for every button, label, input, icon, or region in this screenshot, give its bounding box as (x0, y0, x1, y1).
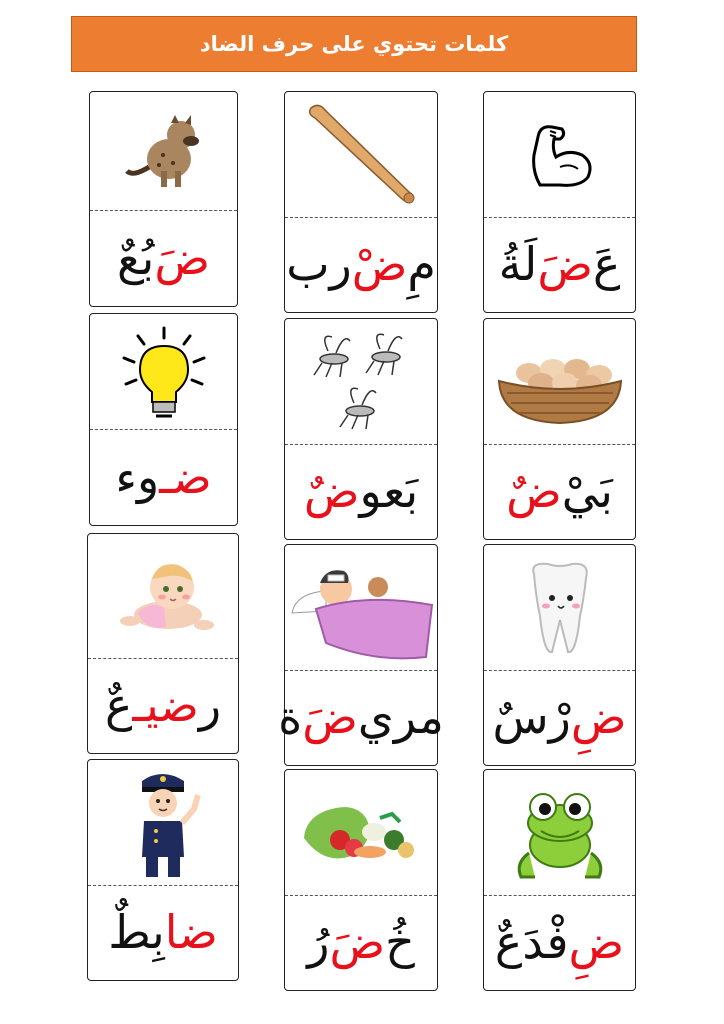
word-before: مِ (407, 237, 436, 291)
word-card-eggs (483, 318, 636, 540)
page-title: كلمات تحتوي على حرف الضاد (71, 16, 637, 72)
word-before: ر (198, 678, 222, 732)
word-before: خُ (385, 915, 415, 969)
baseball-bat-icon (285, 92, 437, 217)
word-card-vegetables (284, 769, 438, 991)
word-highlight: ضَ (329, 915, 386, 969)
word-card-hyena (89, 91, 238, 307)
word-after: بِطٌ (108, 905, 165, 959)
word-highlight: ضـ (159, 449, 212, 504)
word-card-mosquitoes (284, 318, 438, 540)
egg-basket-icon (484, 319, 635, 444)
frog-icon (484, 770, 635, 895)
word-after: فْدَعٌ (494, 915, 569, 969)
word-highlight: ضَ (302, 690, 358, 744)
word-highlight: ضا (164, 905, 218, 959)
word-highlight: ضٌ (303, 464, 360, 518)
light-bulb-icon (90, 314, 237, 429)
word-highlight: ضَ (154, 231, 210, 285)
word-before: بَيْ (561, 464, 613, 518)
word-after: بُعٌ (117, 231, 155, 285)
word-highlight: ضِ (570, 690, 627, 744)
word-before: بَعو (359, 464, 419, 518)
tooth-icon (484, 545, 635, 670)
word-after: رُ (307, 915, 330, 969)
word-highlight: ضَ (537, 237, 593, 291)
word-highlight: ضيـ (132, 678, 199, 732)
word-after: وء (115, 449, 160, 504)
word-after: رْسٌ (492, 690, 571, 744)
word-highlight: ضٌ (506, 464, 562, 518)
word-before: مري (357, 690, 444, 744)
word-after: عٌ (104, 678, 133, 732)
mosquitoes-icon (285, 319, 437, 444)
word-card-bulb (89, 313, 238, 526)
police-officer-icon (88, 760, 238, 885)
muscle-icon (484, 92, 635, 217)
word-card-bat (284, 91, 438, 313)
word-highlight: ضْ (351, 237, 408, 291)
word-card-muscle (483, 91, 636, 313)
word-card-officer (87, 759, 239, 981)
vegetables-icon (285, 770, 437, 895)
word-card-frog (483, 769, 636, 991)
word-after: رب (286, 237, 352, 291)
word-card-tooth (483, 544, 636, 766)
word-after: ة (278, 690, 303, 744)
word-before: عَ (592, 237, 621, 291)
word-highlight: ضِ (568, 915, 625, 969)
baby-icon (88, 534, 238, 658)
sick-girl-icon (285, 545, 437, 670)
word-card-sick-girl (278, 544, 444, 766)
word-card-baby (87, 533, 239, 754)
hyena-icon (90, 92, 237, 210)
word-after: لَةُ (498, 237, 538, 291)
